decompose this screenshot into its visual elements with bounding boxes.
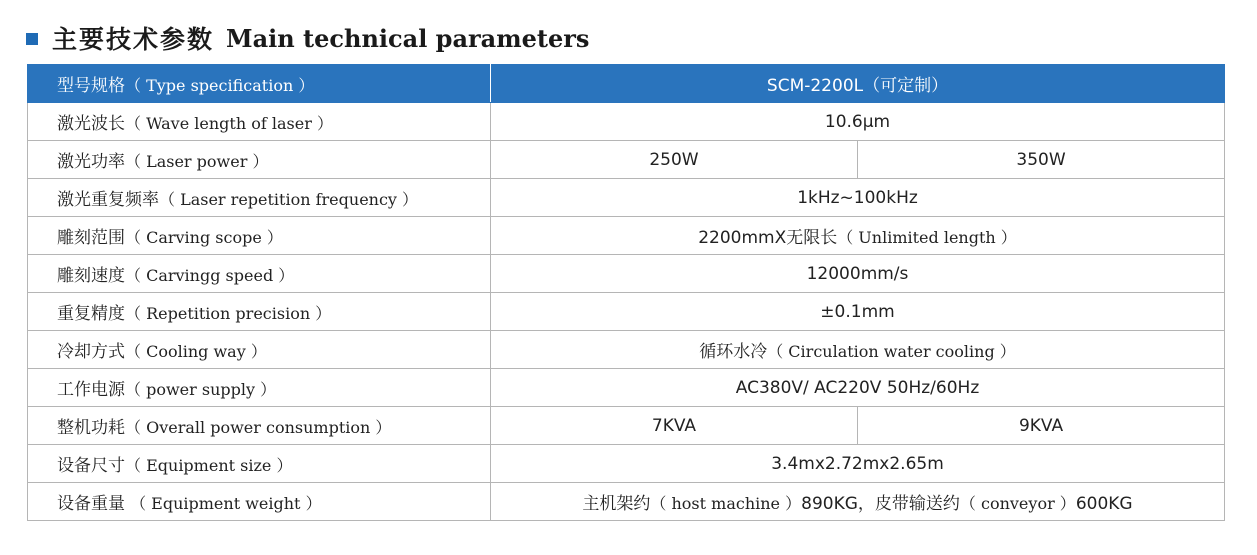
row-value-cell	[491, 293, 1225, 331]
row-value-part3: 890KG，皮带输送约	[801, 494, 960, 514]
row-label-cell	[28, 331, 491, 369]
row-value-right: 9KVA	[1018, 415, 1064, 436]
row-label-cell	[28, 293, 491, 331]
row-label-en: （ Repetition precision ）	[125, 304, 332, 323]
row-label-cell	[28, 369, 491, 407]
row-label-en: （ Equipment size ）	[125, 456, 293, 475]
header-label-zh: 型号规格	[57, 76, 125, 96]
row-label-zh: 重复精度	[57, 304, 125, 324]
table-row	[28, 141, 1225, 179]
row-value-part4: （ conveyor ）	[959, 494, 1076, 513]
table-row	[28, 369, 1225, 407]
row-value-left-cell	[491, 141, 858, 179]
row-label-cell	[28, 255, 491, 293]
row-label-en: （ Carving scope ）	[125, 228, 283, 247]
row-label-zh: 激光波长	[57, 114, 125, 134]
table-row	[28, 445, 1225, 483]
row-value-right-cell	[858, 141, 1225, 179]
row-label-en: （ Wave length of laser ）	[125, 114, 333, 133]
row-value-part2: （ host machine ）	[650, 494, 802, 513]
row-value-cell	[491, 217, 1225, 255]
row-label-cell	[28, 445, 491, 483]
row-label-cell	[28, 179, 491, 217]
row-value-zh: 2200mmX无限长	[698, 228, 838, 248]
row-value-left: 250W	[649, 149, 699, 170]
row-value-cell	[491, 255, 1225, 293]
header-label-cell	[28, 65, 491, 103]
row-label-cell	[28, 217, 491, 255]
row-value: 1kHz~100kHz	[797, 187, 918, 208]
row-value: 3.4mx2.72mx2.65m	[771, 453, 944, 474]
row-value-en: （ Unlimited length ）	[837, 228, 1017, 247]
row-label-zh: 雕刻速度	[57, 266, 125, 286]
row-label-en: （ Equipment weight ）	[125, 494, 322, 513]
row-label-zh: 激光重复频率	[57, 190, 159, 210]
table-row	[28, 293, 1225, 331]
row-value-zh: 循环水冷	[699, 342, 768, 362]
table-row	[28, 217, 1225, 255]
row-value-cell	[491, 445, 1225, 483]
row-label-cell	[28, 407, 491, 445]
section-heading	[26, 18, 589, 58]
row-label-zh: 整机功耗	[57, 418, 125, 438]
row-label-en: （ Overall power consumption ）	[125, 418, 392, 437]
row-value: 12000mm/s	[806, 263, 909, 284]
row-label-en: （ Laser power ）	[125, 152, 269, 171]
row-label-cell	[28, 483, 491, 521]
table-row	[28, 407, 1225, 445]
row-value-cell	[491, 331, 1225, 369]
row-label-zh: 设备重量	[57, 494, 125, 514]
row-value-right: 350W	[1016, 149, 1066, 170]
row-label-en: （ Laser repetition frequency ）	[159, 190, 419, 209]
header-value-cell	[491, 65, 1225, 103]
row-label-en: （ power supply ）	[125, 380, 277, 399]
table-header-row	[28, 65, 1225, 103]
parameters-table	[27, 64, 1225, 521]
heading-title-en: Main technical parameters	[226, 23, 590, 53]
row-label-cell	[28, 141, 491, 179]
row-value-en: （ Circulation water cooling ）	[767, 342, 1016, 361]
row-value-part5: 600KG	[1075, 494, 1133, 514]
row-value-cell	[491, 103, 1225, 141]
table-row	[28, 331, 1225, 369]
row-label-en: （ Cooling way ）	[125, 342, 267, 361]
row-value-left-cell	[491, 407, 858, 445]
row-value-right-cell	[858, 407, 1225, 445]
row-label-en: （ Carvingg speed ）	[125, 266, 295, 285]
row-label-zh: 激光功率	[57, 152, 125, 172]
row-value-part1: 主机架约	[582, 494, 651, 514]
table-row	[28, 179, 1225, 217]
row-value-left: 7KVA	[651, 415, 697, 436]
heading-title-zh: 主要技术参数	[52, 25, 215, 54]
row-value-cell	[491, 179, 1225, 217]
row-value-cell	[491, 369, 1225, 407]
table-row	[28, 483, 1225, 521]
table-row	[28, 103, 1225, 141]
row-label-cell	[28, 103, 491, 141]
table-row	[28, 255, 1225, 293]
square-bullet-icon	[26, 33, 38, 45]
row-value: AC380V/ AC220V 50Hz/60Hz	[735, 377, 980, 398]
row-label-zh: 雕刻范围	[57, 228, 125, 248]
row-value-cell	[491, 483, 1225, 521]
row-label-zh: 冷却方式	[57, 342, 125, 362]
row-value: 10.6μm	[824, 111, 891, 132]
row-label-zh: 设备尺寸	[57, 456, 125, 476]
header-value: SCM-2200L（可定制）	[766, 76, 949, 96]
row-label-zh: 工作电源	[57, 380, 125, 400]
header-label-en: （ Type specification ）	[125, 76, 315, 95]
row-value: ±0.1mm	[820, 301, 895, 322]
